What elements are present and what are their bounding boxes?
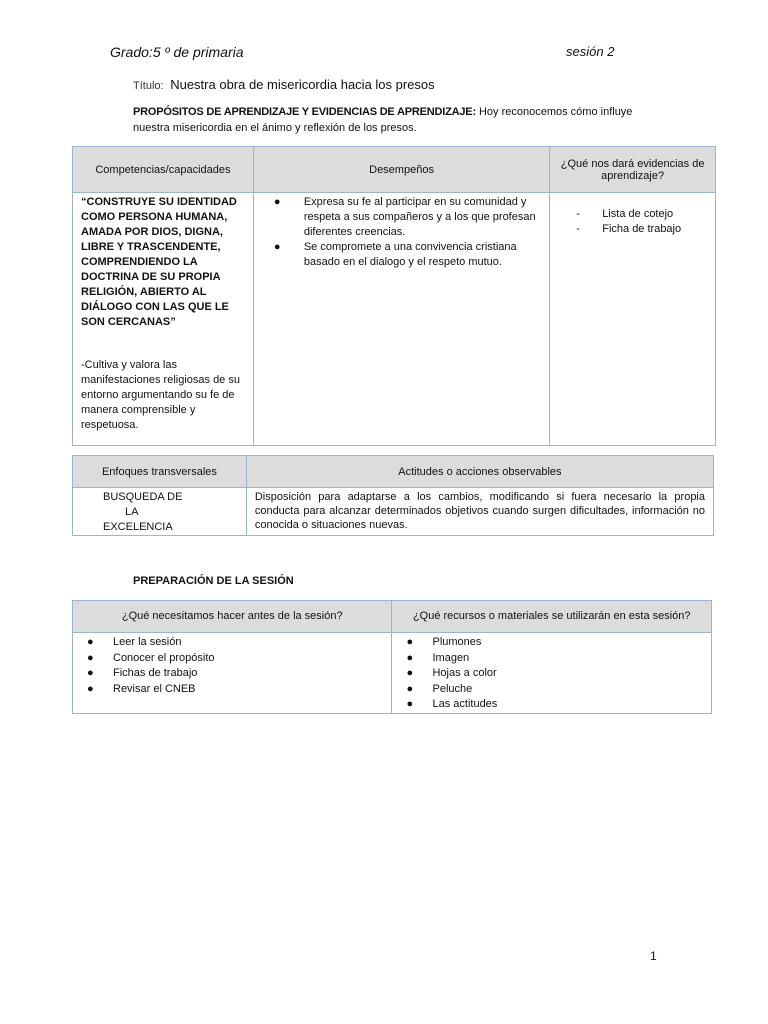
header-actions: Actitudes o acciones observables — [246, 456, 713, 488]
session-title — [133, 77, 435, 92]
header-evidence: ¿Qué nos dará evidencias de aprendizaje? — [550, 147, 716, 193]
list-item: - Lista de cotejo — [576, 208, 674, 220]
grade-header — [110, 44, 244, 60]
preparation-title: PREPARACIÓN DE LA SESIÓN — [133, 575, 294, 587]
bullet-icon: ● — [87, 651, 94, 664]
competences-table — [72, 146, 716, 446]
bullet-icon: ● — [406, 667, 414, 679]
list-item: ● Expresa su fe al participar en su comunidad y respeta a sus compañeros y a los que profesan diferentes creencias. — [273, 196, 536, 238]
bullet-icon: ● — [87, 667, 94, 679]
list-item: ● Imagen — [406, 651, 711, 667]
list-item: - Ficha de trabajo — [576, 223, 682, 235]
header-competences: Competencias/capacidades — [73, 147, 254, 193]
competence-cell — [73, 193, 254, 446]
bullet-icon: ● — [406, 636, 414, 648]
list-item: ● Revisar el CNEB — [87, 682, 391, 698]
performances-cell — [253, 193, 549, 446]
evidence-cell — [550, 193, 716, 446]
bullet-icon: ● — [406, 651, 414, 664]
header-performances: Desempeños — [253, 147, 549, 193]
bullet-icon: ● — [87, 636, 94, 648]
preparation-table — [72, 600, 712, 714]
title-label: Título: — [133, 80, 164, 92]
bullet-icon: ● — [273, 241, 281, 253]
list-item: ● Hojas a color — [406, 666, 711, 682]
approach-text: BUSQUEDA DE LA EXCELENCIA — [103, 491, 183, 533]
capacity-text: -Cultiva y valora las manifestaciones religiosas de su entorno argumentando su fe de manera comprensible y respetuosa. — [81, 359, 240, 431]
dash-icon: - — [576, 208, 580, 220]
list-item: ● Peluche — [406, 682, 711, 698]
grade-label: Grado: — [110, 44, 153, 60]
bullet-icon: ● — [406, 698, 414, 710]
before-list — [73, 633, 391, 697]
materials-cell — [392, 633, 712, 714]
before-cell — [73, 633, 392, 714]
materials-list — [392, 633, 711, 713]
header-before-session: ¿Qué necesitamos hacer antes de la sesión? — [73, 601, 392, 633]
approaches-table — [72, 455, 714, 536]
header-approaches: Enfoques transversales — [73, 456, 247, 488]
actions-text: Disposición para adaptarse a los cambios, modificando si fuera necesario la propia conducta para alcanzar determinados objetivos cuando surgen dificultades, información no conocida o situaciones nuevas. — [254, 491, 705, 531]
approach-cell — [73, 488, 247, 536]
evidence-list — [550, 193, 715, 237]
title-text: Nuestra obra de misericordia hacia los presos — [170, 77, 435, 92]
bullet-icon: ● — [406, 682, 414, 695]
bullet-icon: ● — [87, 682, 94, 695]
dash-icon: - — [576, 223, 580, 235]
purposes-heading: PROPÓSITOS DE APRENDIZAJE Y EVIDENCIAS DE APRENDIZAJE: — [133, 106, 476, 118]
bullet-icon: ● — [273, 196, 281, 208]
performances-list — [254, 193, 549, 270]
session-header: sesión 2 — [566, 44, 615, 59]
list-item: ● Conocer el propósito — [87, 651, 391, 667]
list-item: ● Plumones — [406, 635, 711, 651]
list-item: ● Se compromete a una convivencia cristiana basado en el dialogo y el respeto mutuo. — [273, 241, 517, 268]
list-item: ● Leer la sesión — [87, 635, 391, 651]
competence-text: “CONSTRUYE SU IDENTIDAD COMO PERSONA HUMANA, AMADA POR DIOS, DIGNA, LIBRE Y TRASCENDENTE, COMPRENDIENDO LA DOCTRINA DE SU PROPIA RELIGIÓN, ABIERTO AL DIÁLOGO CON LAS QUE LE SON CERCANAS” — [81, 196, 237, 328]
purposes-paragraph — [133, 104, 633, 136]
actions-cell — [246, 488, 713, 536]
page-number: 1 — [650, 949, 657, 963]
grade-value: 5 º de primaria — [152, 44, 244, 60]
list-item: ● Fichas de trabajo — [87, 666, 391, 682]
purposes-text: Hoy reconocemos cómo influye nuestra misericordia en el ánimo y reflexión de los presos. — [133, 106, 633, 134]
header-materials: ¿Qué recursos o materiales se utilizarán en esta sesión? — [392, 601, 712, 633]
list-item: ● Las actitudes — [406, 697, 711, 713]
